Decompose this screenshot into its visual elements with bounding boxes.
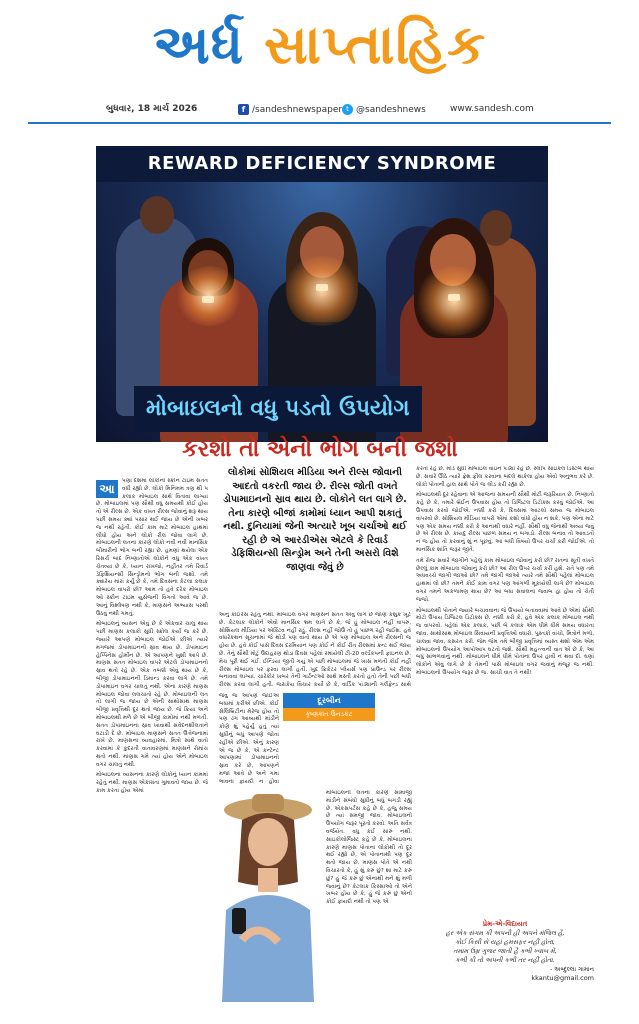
col2-paragraph-1: અનું કોઈરસ રહેતું નથી. મોબાઇલ વગર માણસને સતત એવું લાગે છે જાણે કશુંક ખૂટે છે. કેટલાક લોકોને એવો માનસિક ભ્રમ લાગે છે કે, જે હું મોબાઇલ નહીં વાપરું, સોશિયલ મીડિયા પર એક્ટિવ નહીં રહું, રીલ્સ નહીં જોઉં તો હું પાછળ રહી જઈશ. હવે વધારેકથન સૂચનામાં જે થોડી પણ વાતો થાય છે એ પણ મોબાઇલ અને રીલ્સની જ હોય છે. હવે કોઈ પાસે દિવસ દરમિયાન પણ કોઈ ને કોઈ રીત રીલ્સમાં ક્રન્ટ થઈ જાય છે. તેનું સૌથી મોટું ઉદાહરણ થોડા દિવસ પહેલાં રમાયેલી ટી-20 વર્લ્ડકપની ફાઇનલ છે. મેચ પૂરી થઈ ગઈ. ઈન્ડિયા જીતી ગયું એ પછી મોબાઇલમાં જે ખાસ મળતી કોઈ નહીં રીલ્સ મોબાઇલ પર ફરવા લાગી હતી. ખુદ ક્રિકેટર પ્લેયર્સ પણ પ્રાઉન્ડ પર રીલ્સ બનાવવા લાગ્યા. ચારેકોર ખબર તેની ગાર્ટન્ટઓ સાથે મસ્તી કરતો હતો તેની પછી બધી રીલ્સ કરવા લાગી હતી. જરાકેય વિચાર કર્યો છે કે, વાર્ડિક પાંડ્યાની ગર્લફ્રેન્ડ સાથે xyxy=(219,612,411,688)
website-link[interactable]: www.sandesh.com xyxy=(450,104,534,114)
twitter-handle: @sandeshnews xyxy=(356,104,426,115)
poetry-quote-box xyxy=(416,920,594,1020)
logo-part-2: સાપ્તાહિક xyxy=(263,13,487,76)
masthead-divider xyxy=(28,122,611,124)
headline-line-1: મોબાઇલનો વધુ પડતો ઉપયોગ xyxy=(134,386,422,432)
col1-paragraph-1: પણા દેશમાં લોકોનો સ્ક્રીન ટાઇમ સતત વધી રહ્યો છે. લોકો મિનિમમ ત્રણ થી પ કલાક મોબાઇલ સાથે વિતાવા લાગ્યા છે. મોબાઇલમાં પણ સૌથી વધુ સમયથી કોઈ હોય તો એ રીલ્સ છે. એક વખત રીલ્સ જોવાનું શરૂ થાય પછી સમય ક્યાં પસાર થઈ જાય છે એની ખબર જ નથી રહેતી. કોઈ કામ માટે મોબાઇલ હાથમાં લીધો હોય અને લોકો રીલ જોવા લાગે છે. મોબાઇલની લતના કારણે લોકો નવી નવી માનસિક બીમારીનો ભોગ બની રહ્યા છે. હમણાં થયેલા એક રિસર્ચ બાદ નિષ્ણાતોએ લોકોને વધુ એક વખત ચેતવ્યા છે કે, ધ્યાન રાખજો, નહીંતર તમે રિવાર્ડ ડેફિશિયન્સી સિન્ડ્રોમનો ભોગ બની જશો. તમે ક્યારેય મારાં કર્યું છે કે, તમે દિવસના કેટલા કલાક મોબાઇલ વાપરો છો? આમ તો હવે દરેક મોબાઇલ ઓ સ્ક્રીન ટાઇમ યુસેજની વિગતો આવે જ છે. આનું વિશ્લેષણ નથી કે, માણસને અભ્યાસ પરથી ઉઠવું નથી ગમતું. xyxy=(96,478,208,617)
byline-author: કૃષ્ણકાંત ઉનડકટ xyxy=(283,708,375,721)
col3-paragraph-4: મોબાઇલથી પોતાને જ્યારે બચાવવાના જે ઉપાયો બતાવવામાં આવે છે એમાં સૌથી મોટો ઉપાય ડિજિટલ ડિટોક્સ છે. નક્કી કરો કે, હવે એક કલાક મોબાઇલ નથી જ વાપરવો. પહેલાં એક કલાક, પછી બે કલાક એમ ધીમે ધીમે સમય વધારતા જાવ. સાથોસાથ મોબાઇલ સિવાયની પ્રવૃત્તિઓ વધારો. પુસ્તકો વાંચો, મિત્રોને મળો, ચાલવા જાવ, કસરત કરો. જેમ જેમ તમે બીજી પ્રવૃત્તિમાં વ્યસ્ત થશો એમ એમ મોબાઇલનો ઉપયોગ આપોઆપ ઘટતો જશે. સૌથી મહત્ત્વની વાત એ છે કે, આ બધું સાંભળવાનું નથી. મોબાઇલને ધીમે ધીમે પોતાના ઉપર હાવી ન થવા દો. ઘણાં લોકોને એવું લાગે છે કે તેમની પાસે મોબાઇલ વગર જવાનું મંજૂર જ નથી. મોબાઇલનો ઉપયોગ જરૂર છે જ. સાચી વાત તે નથી! xyxy=(416,607,594,676)
masthead xyxy=(0,0,639,98)
hero-banner: REWARD DEFICIENCY SYNDROME xyxy=(96,146,548,182)
meta-bar xyxy=(0,98,639,122)
byline-box xyxy=(283,693,375,723)
quote-line: હર એક સંગમ કી અપની હી અપને મંજિલ હૈ, xyxy=(445,929,565,937)
headline-line-2: કરશો તો એનો ભોગ બની જશો xyxy=(182,437,458,462)
article-column-2-top xyxy=(219,612,411,688)
col3-paragraph-2: મોબાઇલથી દૂર રહેવાના એ આજના સમયની સૌથી મોટી જરૂરિયાત છે. નિષ્ણાતો કહે છે કે, તમારે બ્રેઈન ઉપવાસ હોય તો ડિજિટલ ડિટોક્સ કરવું જોઈએ. આ ઉપવાસ કરવો જોઈએ. નક્કી કરો કે, દિવસમાં આટલો સમય જ મોબાઇલ વાપરવો છે. સોશિયલ મીડિયા વાપરો એમાં કશો વાંધો હોય ન શકે, પણ એના માટે પણ એક સમય નક્કી કરો કે આનાથી વધારે નહીં. સૌથી વધુ જેનાથી અવ્યા જવું છે એ રીલ્સ છે. કાયદુ રીલ્સ પાછળ સમય ન બગાડો. રીલ્સ બનાવ તો આવડતો ન જ હોય તો કરવાનું શું ન પૂછવું. આ બધી વિષયો ઉપર ચર્ચા કરી જોઈએ. તો માનસિક શાંતિ જરૂર જીતે. xyxy=(416,492,594,553)
drop-cap: આ xyxy=(96,480,118,498)
facebook-icon: f xyxy=(238,104,249,115)
col3-paragraph-3: તમે રોજ સવારે જાગીને પહેલું કામ મોબાઇલ જોવાનું કરો છો? રાતના સૂતી વખતે છેલ્લું કામ મોબાઇલ જોવાનું કરો છો? આ રીલ ઉપર ચર્ચા કરી હશે. રાતે પણ તમે અધવચ્ચે જાગી જાઓ છો? તમે જાગી જાઓ ત્યારે તમે સૌથી પહેલાં મોબાઇલ હાથમાં લો છો? તમને કોઈ કામ વગર પણ આંગળી મૂકાયેલી લાગે છે? મોબાઇલ વગર તમને અકળામણ થાય છે? આ બધા સવાલના જવાબ હા હોય તો ચેતી જજો. xyxy=(416,557,594,603)
facebook-handle: /sandeshnewspaper xyxy=(252,104,343,115)
byline-section: દૂરબીન xyxy=(283,693,375,708)
twitter-link[interactable] xyxy=(342,104,426,115)
article-column-2-right xyxy=(286,728,411,786)
col1-paragraph-3: મોબાઇલના વ્યસનના કારણે લોકોનું ધ્યાન કામમાં રહેતું નથી. માણસ એકાગ્રતા ગુમાવતો જાય છે. જે કામ કરતા હોય એમાં xyxy=(96,772,208,795)
col2-paragraph-2: જેવું જ આપણે જોઈએ બધામાં કરીએ છીએ. કોઈ સેલિબ્રિટીના મેરેજ હોય તો પણ ઢગ આવ્યથી માંડીને કોણે શું પહેર્યું હતું ત્યાં સુધીનું બધું આપણે જોતા રહીએ છીએ. એનું કારણ એ જ છે કે, એ કન્ટેન્ટ આપણામાં ડોપામાઇનનો સ્રાવ કરે છે, આપણને મજા આવે છે અને ગમા ભાવના ફાયદો ન હોવા xyxy=(219,693,279,785)
article-column-2-left xyxy=(219,693,279,785)
quote-author: - અબ્દુલ્લા ગામાન xyxy=(550,966,594,973)
author-email[interactable]: kkantu@gmail.com xyxy=(531,974,594,982)
pull-quote: લોકોમાં સોશિયલ મીડિયા અને રીલ્સ જોવાની આદતો વકરતી જાય છે. રીલ્સ જોતી વખતે ડોપામાઇનનો સ્રાવ થાય છે. લોકોને લત લાગે છે. તેના કારણે બીજાં કામોમાં ધ્યાન આપી શકાતું નથી. દુનિયામાં જેની અત્યારે ખૂબ ચર્ચાઓ થઈ રહી છે એ આરડીએસ એટલે કે રિવાર્ડ ડેફિશિયન્સી સિન્ડ્રોમ અને તેની અસરો વિશે જાણવા જેવું છે xyxy=(223,467,407,573)
article-column-3 xyxy=(416,466,594,916)
woman-with-phone-photo xyxy=(202,790,324,1002)
col1-paragraph-2: મોબાઇલનું વ્યસન એવું છે કે એકવાર ચાલુ થાય પછી માણસ કલાકો સુધી સ્ક્રોલ કર્યા જ કરે છે. જ્યારે આપણે મોબાઇલ જોઈએ છીએ ત્યારે મગજમાં ડોપામાઇનનો સ્રાવ થાય છે. ડોપામાઇન હેપ્પિનેસ હોર્મોન છે. એ આપણને ખુશી આપે છે. માણસ સતત મોબાઇલ વાપરે એટલે ડોપામાઇનનો સ્રાવ થતો રહે છે. એક તબક્કે એવું થાય છે કે, બીજી ડોપામાઇનની ડિમાન્ડ કરવા લાગે છે. તમે ડોપામાઇન વગર ચાલતું નથી. એના કારણે માણસ મોબાઇલ જોવા લલચાતો રહે છે. મોબાઇલની લત તો લાગી જ જાય છે એની સાથોસાથ માણસ બીજી પ્રવૃત્તિથી દૂર થતો જાય છે. જે ક્રિયા અને મોબાઇલથી મળે છે એ બીજી કામોમાં નથી મળતી. સતત ડોપામાઇનના સ્રાવ ખાવાથી સંવેદનશીલતાને ઘટાડી દે છે. મોબાઇલ માણસને સતત ઉત્તેજનામાં રાખે છે. માણસના વ્યવહારમાં, મિત્રો સાથે વાતો કરવામાં કે કુદરતી વાતાવરણમાં માણસને રોમાંચ થતો નથી. માણસ ગમે ત્યાં હોય એને મોબાઇલ વગર ચાલતું નથી. xyxy=(96,621,208,768)
twitter-icon: t xyxy=(342,104,353,115)
quote-line: કોઈ કિસી સે યહાં હમસફર નહીં હોતા, xyxy=(455,938,555,946)
col3-paragraph-1: કરતો રહે છે. મોડે સુધી મોબાઇલ વાઇન પડ્યો રહે છે. સ્લીપ સાઇકલ ડિસ્ટર્બ થાય છે. સવારે ઊઠે ત્યારે ફ્રેશ ફીલ કરવાના બદલે થાકેલા હોય એવો અનુભવ કરે છે. લોકો પોતાની હાલ સાથે પોતે જ લોડ કરી રહ્યા છે. xyxy=(416,466,594,488)
quote-heading: પ્રેમ-એ-વિદાયત xyxy=(482,920,528,928)
col2-paragraph-3: મોબાઇલની લતના કારણે સામાજી માંડીને સંબંધો સુધીનું બધું બગડી રહ્યું છે. એકસપર્ટસ કહે છે કે, હજુ સમય છે ત્યાં સમજી જાવ. મોબાઇલનો ઉપયોગ જરૂર પૂરતો કરવો. અતિ સર્વત્ર વર્જયેત. વધુ કંઈ સારું નથી. સાઇકોલોજિસ્ટ કહે છે કે, મોબાઇલના કારણે માણસ પોતાના લોકોથી તો દૂર થઈ રહ્યો છે, એ પોતાનાથી પણ દૂર થતો જાય છે. માણસ પોતે એ નથી વિચારતો કે, હું શું કરું છું? શા માટે કરું છું? હું જે કરું છું એનાથી મને શું મળી જવાનું છે? કેટલાક કિસ્સાઓ તો એને ખબર હોય છે કે, હું જે કરું છું એનો કોઈ ફાયદો નથી તો પણ એ xyxy=(326,790,412,906)
issue-date: બુધવાર, 18 માર્ચ 2026 xyxy=(106,104,198,114)
quote-line: કભી કી તો અપની કભી તર નહીં હોતા. xyxy=(455,956,555,964)
newspaper-logo xyxy=(0,14,639,76)
article-column-2-bottom xyxy=(326,790,412,1012)
facebook-link[interactable] xyxy=(238,104,342,115)
quote-line: તમામ ઉમ્ર ગુજર જાતી હૈ કભી ખ્વાબ મેં, xyxy=(453,947,557,955)
article-column-1 xyxy=(96,478,208,1010)
logo-part-1: અર્ધ xyxy=(152,13,245,76)
